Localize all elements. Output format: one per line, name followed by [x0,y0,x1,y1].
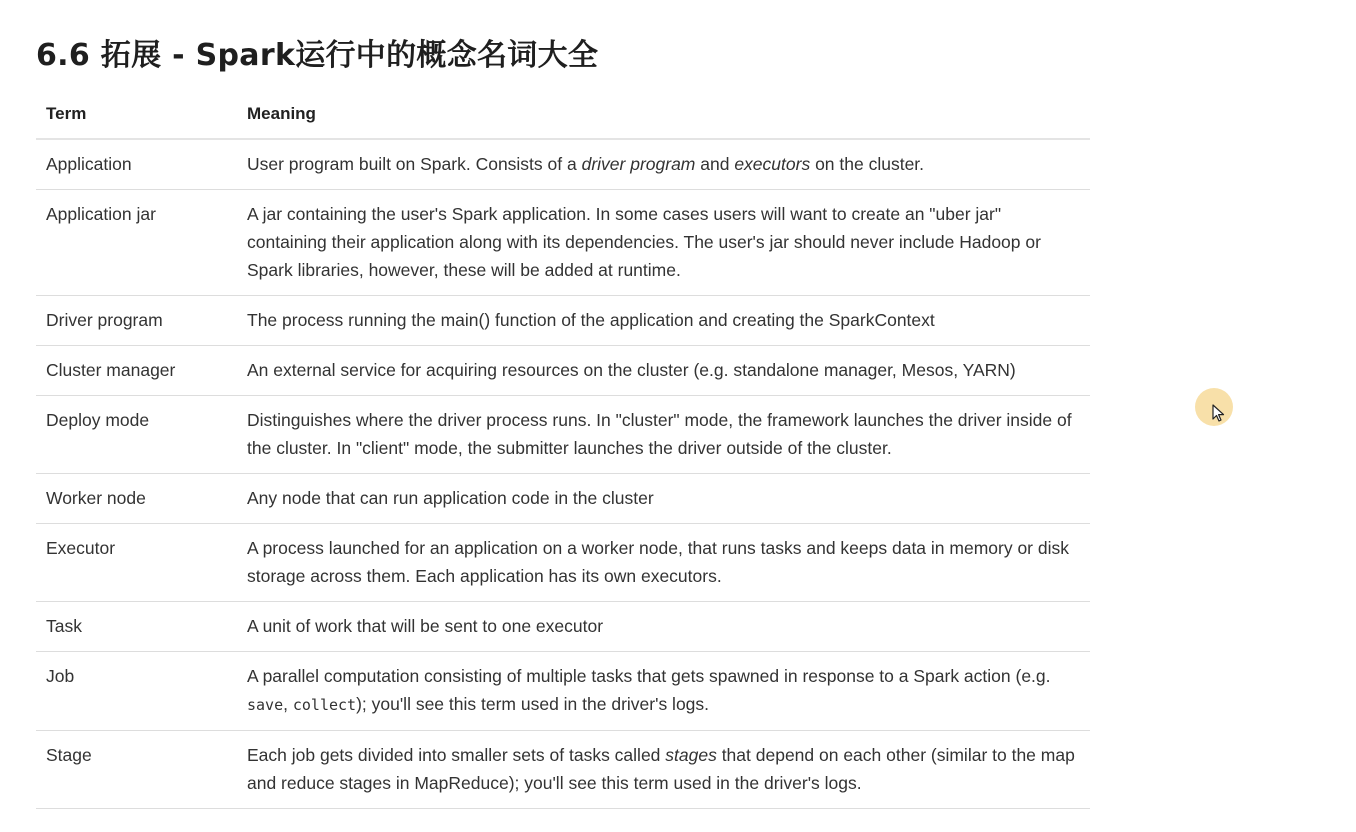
term-cell: Application jar [36,190,237,296]
meaning-text: ); you'll see this term used in the driver's logs. [356,694,710,714]
term-cell: Worker node [36,474,237,524]
meaning-text: The process running the main() function of the application and creating the SparkContext [247,310,935,330]
column-header-term: Term [36,90,237,139]
emphasis-text: driver program [581,154,696,174]
meaning-cell [237,190,1090,296]
term-cell: Driver program [36,296,237,346]
table-row [36,346,1090,396]
meaning-text: User program built on Spark. Consists of a [247,154,582,174]
meaning-cell [237,731,1090,809]
table-row [36,652,1090,731]
meaning-text: on the cluster. [810,154,925,174]
emphasis-text: executors [734,154,811,174]
table-row [36,296,1090,346]
meaning-text: A unit of work that will be sent to one executor [247,616,604,636]
term-cell: Application [36,139,237,190]
meaning-text: Distinguishes where the driver process runs. In "cluster" mode, the framework launches the driver inside of the cluster. In "client" mode, the submitter launches the driver outside of the cluster. [247,410,1072,458]
term-cell: Deploy mode [36,396,237,474]
meaning-cell [237,139,1090,190]
table-row [36,396,1090,474]
meaning-cell [237,602,1090,652]
meaning-cell [237,346,1090,396]
term-cell: Job [36,652,237,731]
inline-code: collect [292,696,357,714]
meaning-text: Any node that can run application code in the cluster [247,488,654,508]
meaning-text: An external service for acquiring resources on the cluster (e.g. standalone manager, Mesos, YARN) [247,360,1016,380]
meaning-cell [237,296,1090,346]
term-cell: Stage [36,731,237,809]
emphasis-text: stages [665,745,717,765]
glossary-table [36,90,1090,809]
table-row [36,190,1090,296]
meaning-cell [237,396,1090,474]
table-row [36,731,1090,809]
page-title: 6.6 拓展 - Spark运行中的概念名词大全 [36,38,599,73]
meaning-text: , [283,694,293,714]
meaning-cell [237,524,1090,602]
table-row [36,474,1090,524]
table-header-row [36,90,1090,139]
table-row [36,524,1090,602]
column-header-meaning: Meaning [237,90,1090,139]
table-row [36,602,1090,652]
term-cell: Executor [36,524,237,602]
term-cell: Task [36,602,237,652]
meaning-text: that depend on each other (similar to the map and reduce stages in MapReduce); you'll see this term used in the driver's logs. [247,745,1075,793]
meaning-text: and [695,154,735,174]
glossary-table-body [36,139,1090,809]
term-cell: Cluster manager [36,346,237,396]
inline-code: save [247,696,284,714]
meaning-cell [237,652,1090,731]
meaning-cell [237,474,1090,524]
table-row [36,139,1090,190]
mouse-pointer-icon [1212,404,1226,424]
meaning-text: Each job gets divided into smaller sets of tasks called [247,745,666,765]
meaning-text: A jar containing the user's Spark application. In some cases users will want to create an "uber jar" containing their application along with its dependencies. The user's jar should never include Hadoop or Spark libraries, however, these will be added at runtime. [247,204,1041,280]
meaning-text: A parallel computation consisting of multiple tasks that gets spawned in response to a Spark action (e.g. [247,666,1051,686]
meaning-text: A process launched for an application on a worker node, that runs tasks and keeps data in memory or disk storage across them. Each application has its own executors. [247,538,1069,586]
